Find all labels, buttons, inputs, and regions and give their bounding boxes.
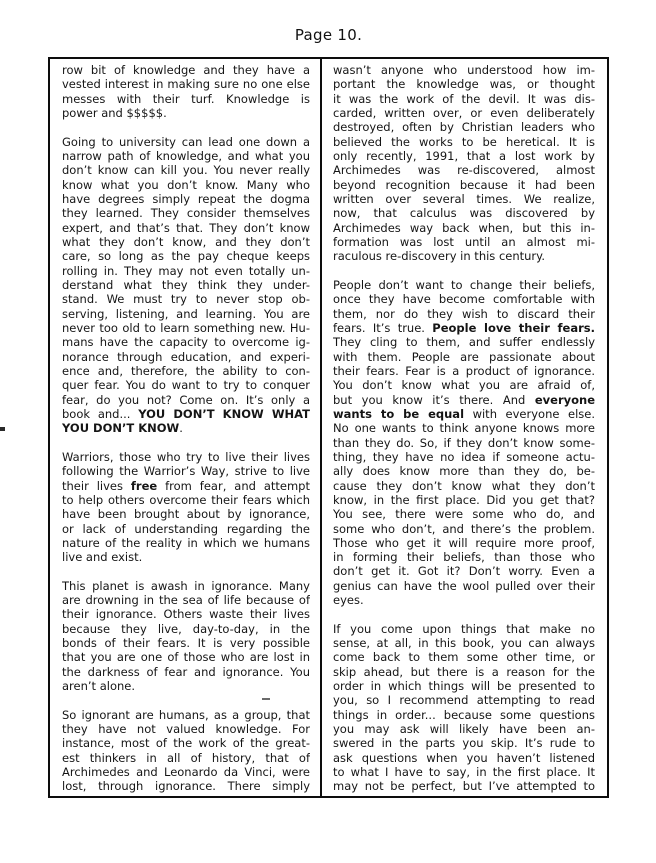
text-line: that you are one of those who are lost in xyxy=(62,650,310,665)
text-line: carded, written over, or even deliberately xyxy=(333,105,595,120)
text-line: some who don’t, and there’s the problem. xyxy=(333,521,595,536)
text-line: their lives free from fear, and attempt xyxy=(62,478,310,493)
text-line: Archimedes was re-discovered, almost xyxy=(333,163,595,178)
text-line: YOU DON’T KNOW. xyxy=(62,421,183,436)
text-line: fear, do you not? Come on. It’s only a xyxy=(62,392,310,407)
text-line: what they don’t know, and they don’t xyxy=(62,234,310,249)
text-line: Those who get it will require more proof, xyxy=(333,535,595,550)
text-line: come back to them some other time, or xyxy=(333,650,595,665)
text-line: formation was lost until an almost mi- xyxy=(333,234,595,249)
left-column xyxy=(50,59,320,796)
page-number-header: Page 10. xyxy=(294,26,363,44)
text-line: wants to be equal with everyone else. xyxy=(333,406,595,421)
text-line: book and... YOU DON’T KNOW WHAT xyxy=(62,406,310,421)
text-line: derstand what they think they under- xyxy=(62,277,310,292)
text-line: People don’t want to change their beliefs, xyxy=(333,277,595,292)
paragraph xyxy=(333,63,595,264)
text-line: they have not valued knowledge. For xyxy=(62,722,310,737)
text-line: their ignorance. Others waste their lives xyxy=(62,607,310,622)
scan-artifact xyxy=(0,427,5,431)
text-line: est thinkers in all of history, that of xyxy=(62,750,310,765)
text-line: know, in the first place. Did you get that? xyxy=(333,492,595,507)
right-column xyxy=(320,59,607,796)
text-line: bonds of their fears. It is very possible xyxy=(62,636,310,651)
text-line: expert, and that’s that. They don’t know xyxy=(62,220,310,235)
text-line: to help others overcome their fears which xyxy=(62,492,310,507)
text-line: nature of the reality in which we humans xyxy=(62,535,310,550)
text-line: No one wants to think anyone knows more xyxy=(333,421,595,436)
text-line: ally does know more than they do, be- xyxy=(333,464,595,479)
text-line: Archimedes and Leonardo da Vinci, were xyxy=(62,765,310,780)
text-line: serving, listening, and learning. You are xyxy=(62,306,310,321)
paragraph xyxy=(62,63,310,120)
text-line: portant the knowledge was, or thought xyxy=(333,77,595,92)
text-line: live and exist. xyxy=(62,550,143,565)
text-line: mans have the capacity to overcome ig- xyxy=(62,335,310,350)
text-line: lost, through ignorance. There simply xyxy=(62,779,310,794)
text-line: power and $$$$$. xyxy=(62,105,167,120)
text-line: stand. We must try to never stop ob- xyxy=(62,292,310,307)
text-line: You don’t know what you are afraid of, xyxy=(333,378,595,393)
text-line: aren’t alone. xyxy=(62,679,136,694)
text-line: instance, most of the work of the great- xyxy=(62,736,310,751)
text-line: wasn’t anyone who understood how im- xyxy=(333,63,595,77)
text-line: quer fear. You do want to try to conquer xyxy=(62,378,310,393)
text-line: believed the works to be heretical. It is xyxy=(333,134,595,149)
text-line: their fears. Fear is a product of ignorance. xyxy=(333,363,595,378)
text-line: This planet is awash in ignorance. Many xyxy=(62,578,310,593)
text-line: to what I have to say, in the first place. It xyxy=(333,765,595,780)
text-line: because they live, day-to-day, in the xyxy=(62,621,310,636)
text-line: once they have become comfortable with xyxy=(333,292,595,307)
text-line: messes with their turf. Knowledge is xyxy=(62,91,310,106)
text-line: genius can have the wool pulled over their xyxy=(333,578,595,593)
paragraph xyxy=(333,622,595,794)
text-line: rolling in. They may not even totally un- xyxy=(62,263,310,278)
paragraph xyxy=(62,450,310,565)
text-line: are drowning in the sea of life because of xyxy=(62,593,310,608)
text-line: skip ahead, but there is a reason for the xyxy=(333,664,595,679)
text-line: following the Warrior’s Way, strive to live xyxy=(62,464,310,479)
text-line: row bit of knowledge and they have a xyxy=(62,63,310,77)
text-line: sense, at all, in this book, you can always xyxy=(333,636,595,651)
paragraph xyxy=(333,278,595,608)
text-line: don’t know can kill you. You never really xyxy=(62,163,310,178)
text-line: ence and, therefore, the ability to con- xyxy=(62,363,310,378)
text-line: them, nor do they wish to discard their xyxy=(333,306,595,321)
text-line: the darkness of fear and ignorance. You xyxy=(62,664,310,679)
text-line: swered in the parts you skip. It’s rude to xyxy=(333,736,595,751)
text-line: than they do. So, if they don’t know some- xyxy=(333,435,595,450)
text-line: have been brought about by ignorance, xyxy=(62,507,310,522)
text-line: vested interest in making sure no one else xyxy=(62,77,310,92)
text-line: don’t get it. Got it? Don’t worry. Even a xyxy=(333,564,595,579)
text-line: have degrees simply repeat the dogma xyxy=(62,191,310,206)
text-line: only recently, 1991, that a lost work by xyxy=(333,148,595,163)
text-line: thing, they have no idea if someone actu- xyxy=(333,449,595,464)
text-line: order in which things will be presented to xyxy=(333,679,595,694)
text-line: So ignorant are humans, as a group, that xyxy=(62,707,310,722)
text-line: ask questions when you haven’t listened xyxy=(333,750,595,765)
text-line: eyes. xyxy=(333,593,364,608)
text-line: cause they don’t know what they don’t xyxy=(333,478,595,493)
text-line: you may ask will likely have been an- xyxy=(333,722,595,737)
text-line: you, so I recommend attempting to read xyxy=(333,693,595,708)
text-line: they learned. They consider themselves xyxy=(62,206,310,221)
text-line: fears. It’s true. People love their fears. xyxy=(333,320,595,335)
text-line: may not be perfect, but I’ve attempted to xyxy=(333,779,595,794)
text-line: now, that calculus was discovered by xyxy=(333,206,595,221)
text-line: it was the work of the devil. It was dis- xyxy=(333,91,595,106)
paragraph xyxy=(62,708,310,794)
text-line: never too old to learn something new. Hu- xyxy=(62,320,310,335)
paragraph xyxy=(62,579,310,694)
paragraph xyxy=(62,135,310,436)
scan-artifact xyxy=(262,698,270,700)
text-line: They cling to them, and suffer endlessly xyxy=(333,335,595,350)
text-line: with them. People are passionate about xyxy=(333,349,595,364)
text-line: Warriors, those who try to live their lives xyxy=(62,449,310,464)
text-line: know what you don’t know. Many who xyxy=(62,177,310,192)
text-line: or lack of understanding regarding the xyxy=(62,521,310,536)
text-line: beyond recognition because it had been xyxy=(333,177,595,192)
text-line: care, so long as the pay cheque keeps xyxy=(62,249,310,264)
text-line: norance through education, and experi- xyxy=(62,349,310,364)
text-line: destroyed, often by Christian leaders who xyxy=(333,120,595,135)
text-line: in forming their beliefs, than those who xyxy=(333,550,595,565)
text-line: raculous re-discovery in this century. xyxy=(333,249,545,264)
text-line: If you come upon things that make no xyxy=(333,621,595,636)
text-line: narrow path of knowledge, and what you xyxy=(62,148,310,163)
text-line: You see, there were some who do, and xyxy=(333,507,595,522)
text-line: Archimedes way back when, but this in- xyxy=(333,220,595,235)
text-line: Going to university can lead one down a xyxy=(62,134,310,149)
text-line: things in order... because some questions xyxy=(333,707,595,722)
text-line: written over several times. We realize, xyxy=(333,191,595,206)
page-text-box xyxy=(48,57,609,798)
text-line: but you know it’s there. And everyone xyxy=(333,392,595,407)
